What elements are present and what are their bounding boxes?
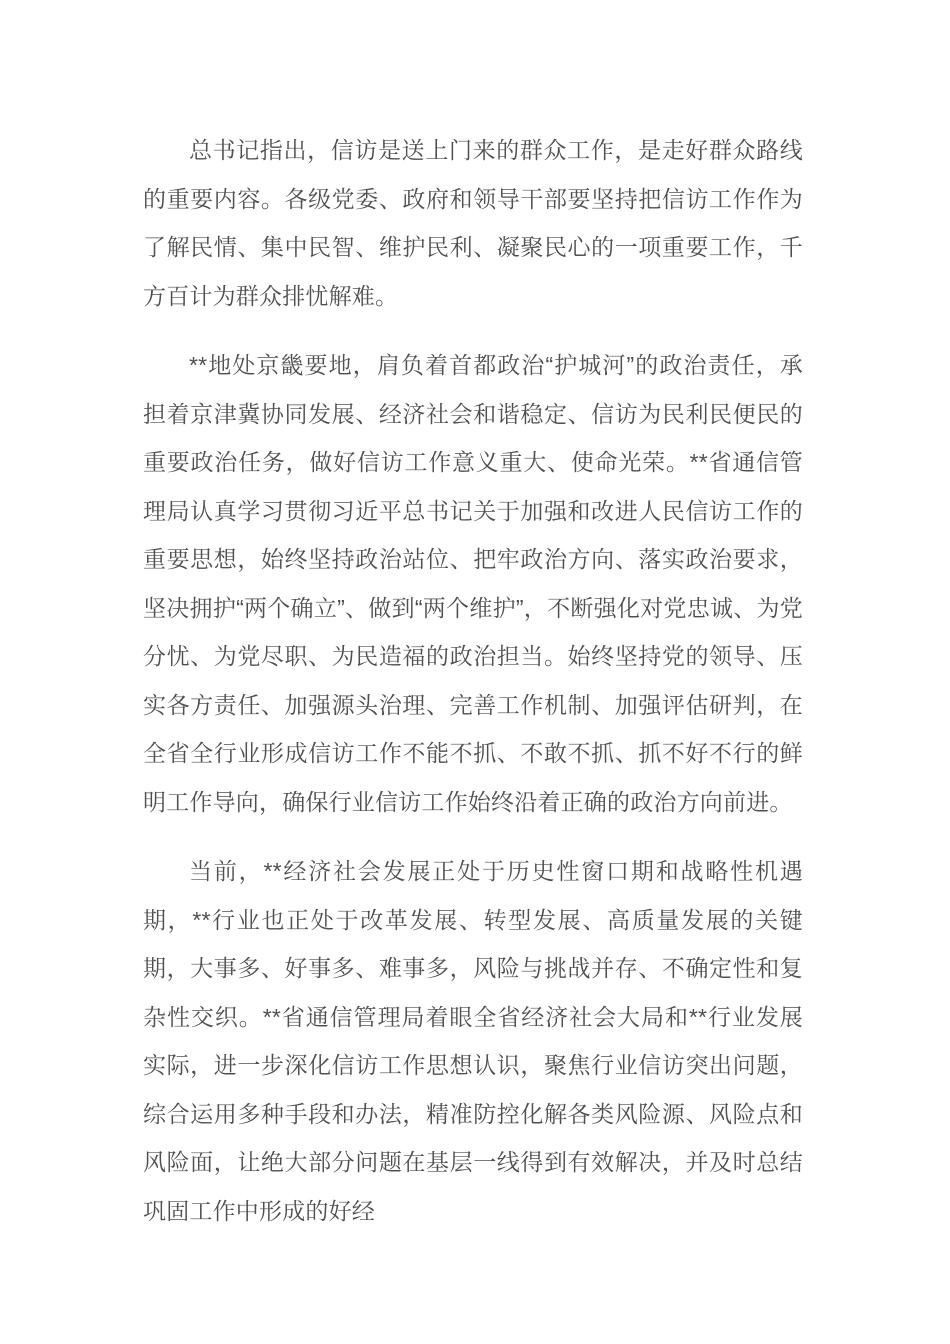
paragraph-3: 当前，**经济社会发展正处于历史性窗口期和战略性机遇期，**行业也正处于改革发展、转型发展、高质量发展的关键期，大事多、好事多、难事多，风险与挑战并存、不确定性和复杂性交织。**省通信管理局着眼全省经济社会大局和**行业发展实际，进一步深化信访工作思想认识，聚焦行业信访突出问题，综合运用多种手段和办法，精准防控化解各类风险源、风险点和风险面，让绝大部分问题在基层一线得到有效解决，并及时总结巩固工作中形成的好经 [143, 858, 803, 1224]
paragraph-1: 总书记指出，信访是送上门来的群众工作，是走好群众路线的重要内容。各级党委、政府和领导干部要坚持把信访工作作为了解民情、集中民智、维护民利、凝聚民心的一项重要工作，千方百计为群众排忧解难。 [143, 137, 803, 309]
paragraph-2: **地处京畿要地，肩负着首都政治“护城河”的政治责任，承担着京津冀协同发展、经济社会和谐稳定、信访为民利民便民的重要政治任务，做好信访工作意义重大、使命光荣。**省通信管理局认真学习贯彻习近平总书记关于加强和改进人民信访工作的重要思想，始终坚持政治站位、把牢政治方向、落实政治要求，坚决拥护“两个确立”、做到“两个维护”，不断强化对党忠诚、为党分忧、为党尽职、为民造福的政治担当。始终坚持党的领导、压实各方责任、加强源头治理、完善工作机制、加强评估研判，在全省全行业形成信访工作不能不抓、不敢不抓、抓不好不行的鲜明工作导向，确保行业信访工作始终沿着正确的政治方向前进。 [143, 352, 803, 815]
